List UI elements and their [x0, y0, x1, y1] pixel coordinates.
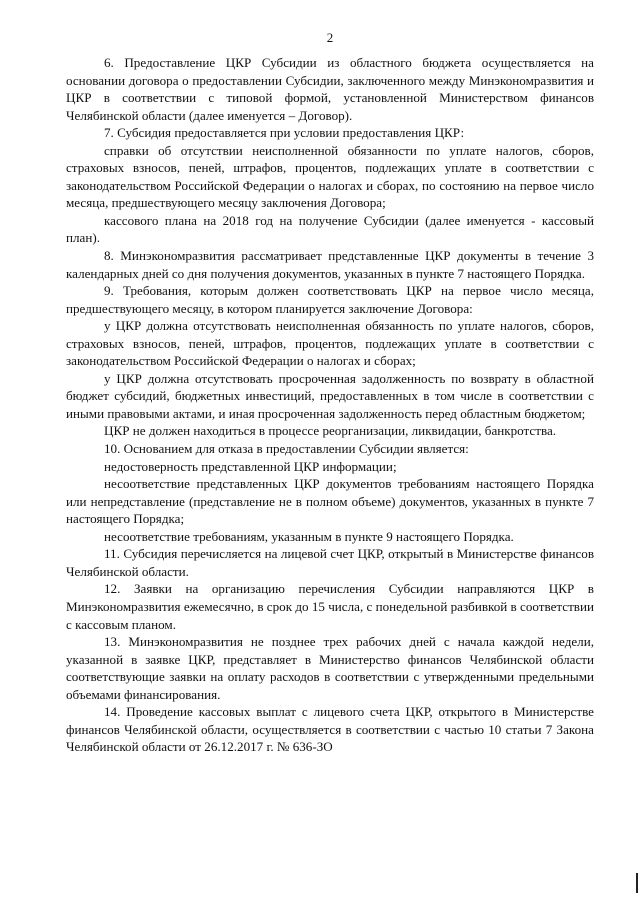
- paragraph-13: 13. Минэкономразвития не позднее трех рабочих дней с начала каждой недели, указанной в заявке ЦКР, представляет в Министерство финансов Челябинской области соответствующие заявки на оплату расходов в соответствии с утвержденными предельными объемами финансирования.: [66, 634, 594, 702]
- paragraph-12: 12. Заявки на организацию перечисления Субсидии направляются ЦКР в Минэкономразвития ежемесячно, в срок до 15 числа, с понедельной разбивкой в соответствии с кассовым планом.: [66, 581, 594, 632]
- paragraph-9: 9. Требования, которым должен соответствовать ЦКР на первое число месяца, предшествующего месяцу, в котором планируется заключение Договора:: [66, 283, 594, 316]
- page-number: 2: [326, 30, 334, 45]
- paragraph-10: 10. Основанием для отказа в предоставлении Субсидии является:: [104, 441, 469, 457]
- paragraph-14: 14. Проведение кассовых выплат с лицевого счета ЦКР, открытого в Министерстве финансов Челябинской области, осуществляется в соответствии с частью 10 статьи 7 Закона Челябинской области от 26.12.2017 г. № 636-ЗО: [66, 704, 594, 755]
- document-body: [66, 54, 594, 756]
- paragraph-9-item-tax-debt: у ЦКР должна отсутствовать неисполненная обязанность по уплате налогов, сборов, страховых взносов, пеней, штрафов, процентов, подлежащих уплате в соответствии с законодательством Российской Федерации о налогах и сборах;: [66, 318, 594, 369]
- paragraph-6: 6. Предоставление ЦКР Субсидии из областного бюджета осуществляется на основании договора о предоставлении Субсидии, заключенного между Минэкономразвития и ЦКР в соответствии с типовой формой, установленной Министерством финансов Челябинской области (далее именуется – Договор).: [66, 55, 594, 123]
- paragraph-7-item-cash-plan: кассового плана на 2018 год на получение Субсидии (далее именуется - кассовый план).: [66, 212, 594, 246]
- paragraph-9-item-overdue-debt: у ЦКР должна отсутствовать просроченная задолженность по возврату в областной бюджет субсидий, бюджетных инвестиций, предоставленных в том числе в соответствии с иными правовыми актами, и иная просроченная задолженность перед областным бюджетом;: [66, 370, 594, 421]
- paragraph-7: 7. Субсидия предоставляется при условии предоставления ЦКР:: [104, 125, 465, 141]
- paragraph-10-item-document-mismatch: несоответствие представленных ЦКР документов требованиям настоящего Порядка или непредставление (представление не в полном объеме) документов, указанных в пункте 7 настоящего Порядка;: [66, 476, 594, 527]
- paragraph-8: 8. Минэкономразвития рассматривает представленные ЦКР документы в течение 3 календарных дней со дня получения документов, указанных в пункте 7 настоящего Порядка.: [66, 248, 594, 281]
- paragraph-10-item-requirements-mismatch: несоответствие требованиям, указанным в пункте 9 настоящего Порядка.: [104, 528, 514, 544]
- paragraph-11: 11. Субсидия перечисляется на лицевой счет ЦКР, открытый в Министерстве финансов Челябинской области.: [66, 546, 594, 579]
- paragraph-10-item-unreliable-info: недостоверность представленной ЦКР информации;: [104, 458, 397, 474]
- paragraph-7-item-tax-certificate: справки об отсутствии неисполненной обязанности по уплате налогов, сборов, страховых взносов, пеней, штрафов, процентов, подлежащих уплате в соответствии с законодательством Российской Федерации о налогах и сборах, по состоянию на первое число месяца, предшествующего месяцу заключения Договора;: [66, 142, 594, 211]
- scan-edge-mark: [636, 873, 638, 893]
- paragraph-9-item-reorganization: ЦКР не должен находиться в процессе реорганизации, ликвидации, банкротства.: [104, 423, 557, 439]
